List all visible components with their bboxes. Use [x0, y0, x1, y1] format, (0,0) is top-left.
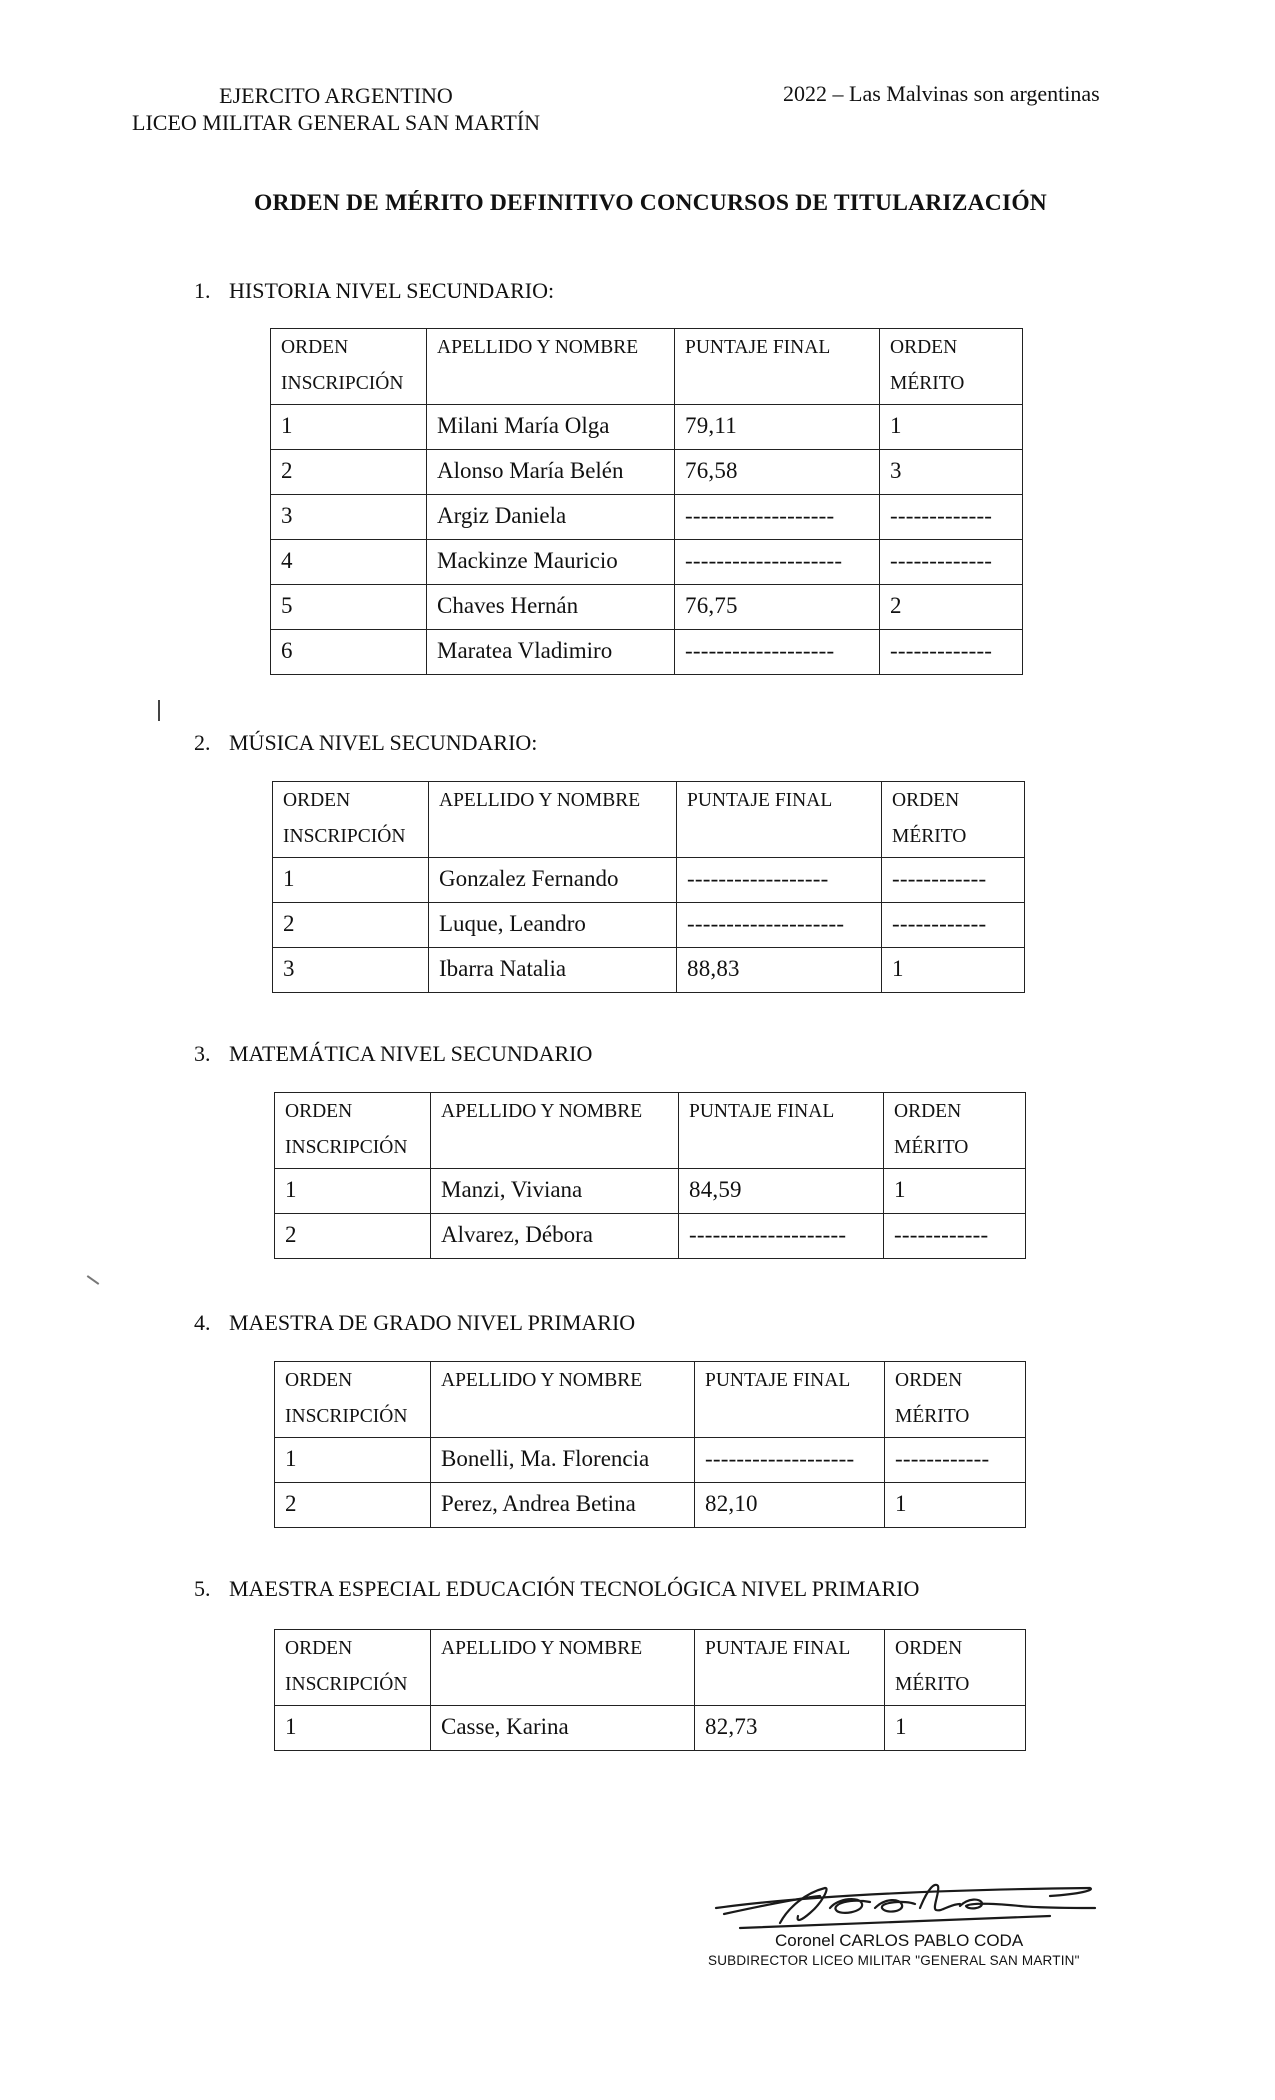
section-3-title	[194, 1041, 592, 1067]
orden-merito-cell: -------------	[880, 495, 1023, 540]
apellido-nombre-cell: Mackinze Mauricio	[427, 540, 675, 585]
results-table-maestra-grado	[274, 1361, 1026, 1528]
puntaje-final-cell: 82,73	[695, 1706, 885, 1751]
section-label: MAESTRA DE GRADO NIVEL PRIMARIO	[229, 1310, 636, 1335]
section-2-title	[194, 730, 537, 756]
header-line: MÉRITO	[894, 1137, 969, 1158]
section-label: MÚSICA NIVEL SECUNDARIO:	[229, 730, 538, 755]
header-puntaje-final: PUNTAJE FINAL	[679, 1093, 884, 1169]
orden-merito-cell: 1	[885, 1483, 1026, 1528]
orden-merito-cell: ------------	[885, 1438, 1026, 1483]
results-table-matematica	[274, 1092, 1026, 1259]
puntaje-final-cell: 84,59	[679, 1169, 884, 1214]
table-header-row	[275, 1093, 1026, 1169]
table-row	[273, 903, 1025, 948]
signature-block	[690, 1868, 1130, 2018]
section-label: MATEMÁTICA NIVEL SECUNDARIO	[229, 1041, 593, 1066]
results-table-historia	[270, 328, 1023, 675]
table-header-row	[275, 1362, 1026, 1438]
section-5-title	[194, 1576, 919, 1602]
table-header-row	[273, 782, 1025, 858]
table-row	[271, 405, 1023, 450]
orden-merito-cell: 2	[880, 585, 1023, 630]
header-line: ORDEN	[894, 1101, 962, 1122]
header-line: ORDEN	[285, 1101, 353, 1122]
header-line: ORDEN	[285, 1638, 353, 1659]
orden-merito-cell: 1	[880, 405, 1023, 450]
header-puntaje-final: PUNTAJE FINAL	[677, 782, 882, 858]
margin-mark	[158, 700, 160, 721]
table-row	[271, 540, 1023, 585]
orden-inscripcion-cell: 6	[271, 630, 427, 675]
header-line: INSCRIPCIÓN	[285, 1137, 408, 1158]
header-orden-inscripcion	[275, 1093, 431, 1169]
signatory-role: SUBDIRECTOR LICEO MILITAR "GENERAL SAN MARTIN"	[708, 1953, 1080, 1968]
puntaje-final-cell: -------------------	[695, 1438, 885, 1483]
table-row	[275, 1438, 1026, 1483]
orden-inscripcion-cell: 1	[275, 1706, 431, 1751]
apellido-nombre-cell: Perez, Andrea Betina	[431, 1483, 695, 1528]
header-apellido-nombre: APELLIDO Y NOMBRE	[431, 1630, 695, 1706]
header-orden-inscripcion	[275, 1630, 431, 1706]
signatory-name: Coronel CARLOS PABLO CODA	[775, 1931, 1024, 1950]
orden-merito-cell: -------------	[880, 540, 1023, 585]
table-row	[273, 948, 1025, 993]
puntaje-final-cell: --------------------	[677, 903, 882, 948]
section-number: 3.	[194, 1041, 211, 1066]
header-line: INSCRIPCIÓN	[281, 373, 404, 394]
orden-inscripcion-cell: 3	[273, 948, 429, 993]
results-table-maestra-tecnologia	[274, 1629, 1026, 1751]
orden-inscripcion-cell: 1	[273, 858, 429, 903]
orden-inscripcion-cell: 2	[275, 1214, 431, 1259]
puntaje-final-cell: -------------------	[675, 630, 880, 675]
puntaje-final-cell: 82,10	[695, 1483, 885, 1528]
header-line: INSCRIPCIÓN	[285, 1406, 408, 1427]
orden-merito-cell: 1	[884, 1169, 1026, 1214]
orden-inscripcion-cell: 3	[271, 495, 427, 540]
year-motto: 2022 – Las Malvinas son argentinas	[783, 81, 1100, 106]
orden-merito-cell: 3	[880, 450, 1023, 495]
section-number: 1.	[194, 278, 211, 303]
header-line: ORDEN	[281, 337, 349, 358]
header-puntaje-final: PUNTAJE FINAL	[675, 329, 880, 405]
orden-merito-cell: ------------	[882, 903, 1025, 948]
orden-merito-cell: 1	[885, 1706, 1026, 1751]
orden-inscripcion-cell: 2	[271, 450, 427, 495]
table-row	[271, 450, 1023, 495]
header-line: ORDEN	[895, 1370, 963, 1391]
header-orden-inscripcion	[273, 782, 429, 858]
apellido-nombre-cell: Luque, Leandro	[429, 903, 677, 948]
puntaje-final-cell: 79,11	[675, 405, 880, 450]
table-row	[271, 630, 1023, 675]
header-orden-merito	[882, 782, 1025, 858]
header-line: ORDEN	[892, 790, 960, 811]
margin-mark	[87, 1275, 100, 1285]
header-orden-inscripcion	[271, 329, 427, 405]
orden-inscripcion-cell: 1	[275, 1169, 431, 1214]
table-row	[275, 1169, 1026, 1214]
header-orden-merito	[880, 329, 1023, 405]
orden-inscripcion-cell: 2	[273, 903, 429, 948]
puntaje-final-cell: --------------------	[675, 540, 880, 585]
header-apellido-nombre: APELLIDO Y NOMBRE	[427, 329, 675, 405]
apellido-nombre-cell: Bonelli, Ma. Florencia	[431, 1438, 695, 1483]
section-4-title	[194, 1310, 635, 1336]
header-apellido-nombre: APELLIDO Y NOMBRE	[431, 1093, 679, 1169]
orden-merito-cell: -------------	[880, 630, 1023, 675]
header-apellido-nombre: APELLIDO Y NOMBRE	[429, 782, 677, 858]
header-apellido-nombre: APELLIDO Y NOMBRE	[431, 1362, 695, 1438]
orden-inscripcion-cell: 2	[275, 1483, 431, 1528]
results-table-musica	[272, 781, 1025, 993]
apellido-nombre-cell: Casse, Karina	[431, 1706, 695, 1751]
header-line: MÉRITO	[890, 373, 965, 394]
apellido-nombre-cell: Milani María Olga	[427, 405, 675, 450]
apellido-nombre-cell: Alonso María Belén	[427, 450, 675, 495]
header-line: MÉRITO	[895, 1674, 970, 1695]
header-line: INSCRIPCIÓN	[283, 826, 406, 847]
header-puntaje-final: PUNTAJE FINAL	[695, 1362, 885, 1438]
orden-inscripcion-cell: 1	[275, 1438, 431, 1483]
apellido-nombre-cell: Maratea Vladimiro	[427, 630, 675, 675]
table-row	[275, 1706, 1026, 1751]
puntaje-final-cell: --------------------	[679, 1214, 884, 1259]
orden-merito-cell: ------------	[882, 858, 1025, 903]
document-title: ORDEN DE MÉRITO DEFINITIVO CONCURSOS DE TITULARIZACIÓN	[254, 190, 1047, 216]
apellido-nombre-cell: Manzi, Viviana	[431, 1169, 679, 1214]
header-line: ORDEN	[283, 790, 351, 811]
table-header-row	[275, 1630, 1026, 1706]
table-row	[271, 585, 1023, 630]
puntaje-final-cell: ------------------	[677, 858, 882, 903]
section-label: HISTORIA NIVEL SECUNDARIO:	[229, 278, 555, 303]
org-line-2: LICEO MILITAR GENERAL SAN MARTÍN	[132, 110, 540, 135]
orden-inscripcion-cell: 4	[271, 540, 427, 585]
orden-merito-cell: ------------	[884, 1214, 1026, 1259]
section-1-title	[194, 278, 554, 304]
apellido-nombre-cell: Chaves Hernán	[427, 585, 675, 630]
header-line: ORDEN	[285, 1370, 353, 1391]
header-line: ORDEN	[895, 1638, 963, 1659]
apellido-nombre-cell: Argiz Daniela	[427, 495, 675, 540]
header-line: ORDEN	[890, 337, 958, 358]
header-orden-merito	[884, 1093, 1026, 1169]
table-row	[271, 495, 1023, 540]
table-row	[273, 858, 1025, 903]
header-line: MÉRITO	[895, 1406, 970, 1427]
header-orden-merito	[885, 1630, 1026, 1706]
table-row	[275, 1483, 1026, 1528]
apellido-nombre-cell: Ibarra Natalia	[429, 948, 677, 993]
header-orden-merito	[885, 1362, 1026, 1438]
section-label: MAESTRA ESPECIAL EDUCACIÓN TECNOLÓGICA NIVEL PRIMARIO	[229, 1576, 920, 1601]
orden-inscripcion-cell: 5	[271, 585, 427, 630]
table-row	[275, 1214, 1026, 1259]
orden-merito-cell: 1	[882, 948, 1025, 993]
section-number: 4.	[194, 1310, 211, 1335]
puntaje-final-cell: 76,58	[675, 450, 880, 495]
header-line: INSCRIPCIÓN	[285, 1674, 408, 1695]
header-orden-inscripcion	[275, 1362, 431, 1438]
section-number: 2.	[194, 730, 211, 755]
handwritten-signature	[710, 1868, 1110, 1938]
apellido-nombre-cell: Alvarez, Débora	[431, 1214, 679, 1259]
table-header-row	[271, 329, 1023, 405]
puntaje-final-cell: 88,83	[677, 948, 882, 993]
section-number: 5.	[194, 1576, 211, 1601]
org-line-1: EJERCITO ARGENTINO	[219, 83, 453, 108]
header-line: MÉRITO	[892, 826, 967, 847]
institution-header	[116, 82, 556, 136]
orden-inscripcion-cell: 1	[271, 405, 427, 450]
apellido-nombre-cell: Gonzalez Fernando	[429, 858, 677, 903]
puntaje-final-cell: 76,75	[675, 585, 880, 630]
header-puntaje-final: PUNTAJE FINAL	[695, 1630, 885, 1706]
puntaje-final-cell: -------------------	[675, 495, 880, 540]
